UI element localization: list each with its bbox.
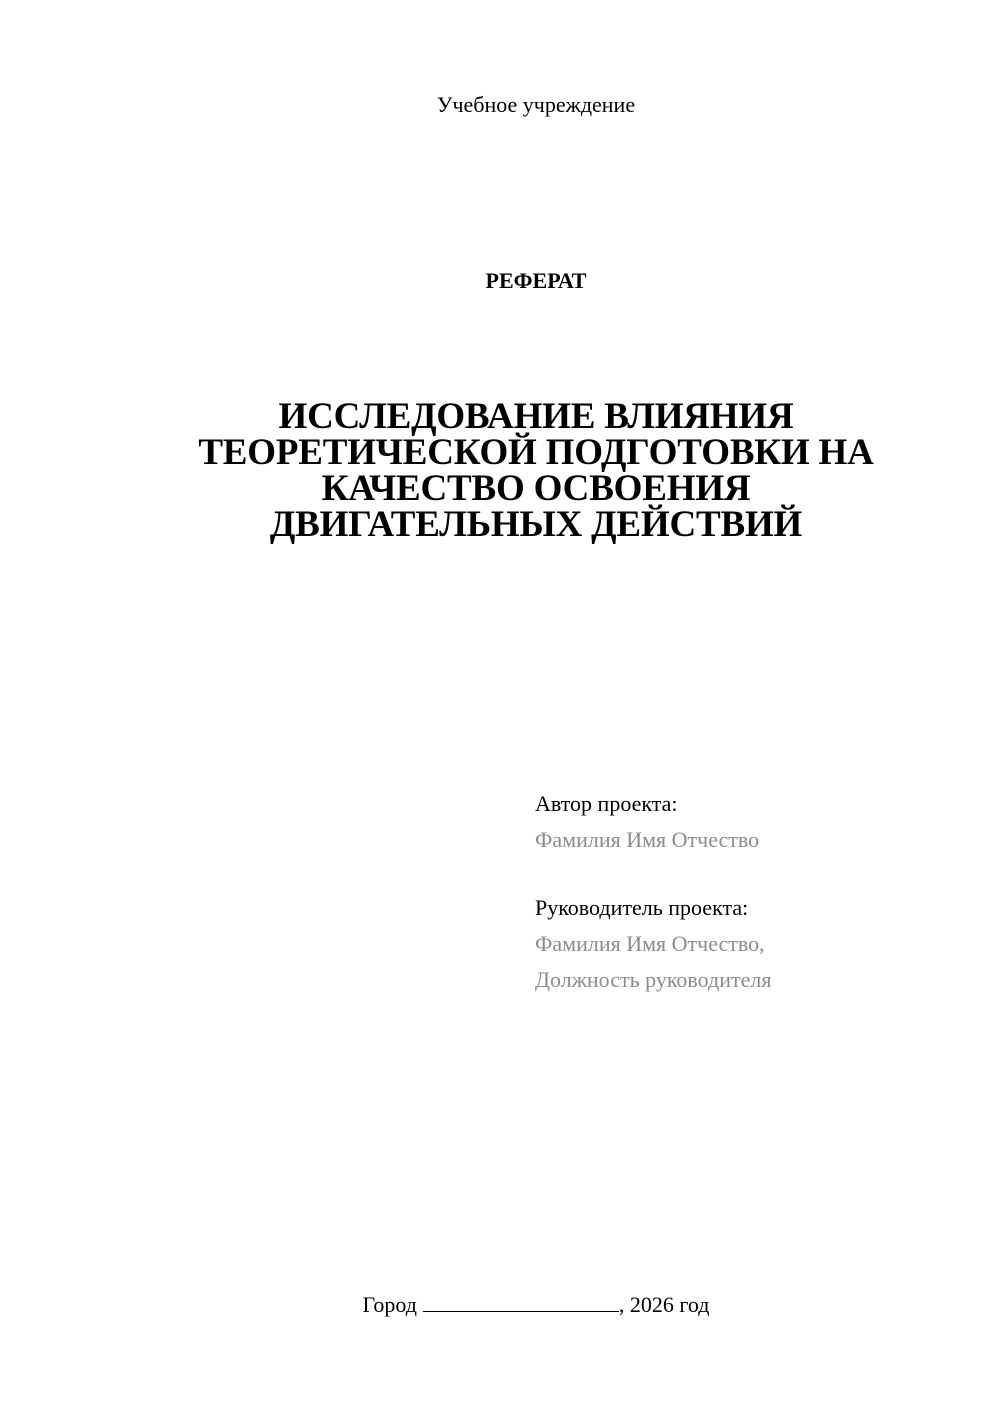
spacer xyxy=(535,858,975,890)
supervisor-position-placeholder: Должность руководителя xyxy=(535,967,772,992)
institution-name: Учебное учреждение xyxy=(436,92,636,117)
document-title xyxy=(150,396,922,545)
title-line: КАЧЕСТВО ОСВОЕНИЯ xyxy=(321,468,751,509)
supervisor-label: Руководитель проекта: xyxy=(535,895,749,920)
author-name-placeholder: Фамилия Имя Отчество xyxy=(535,827,760,852)
people-block xyxy=(535,786,975,998)
year-text: , 2026 год xyxy=(618,1292,710,1317)
title-line: ДВИГАТЕЛЬНЫХ ДЕЙСТВИЙ xyxy=(269,504,803,545)
document-type: РЕФЕРАТ xyxy=(485,268,587,293)
author-label: Автор проекта: xyxy=(535,791,678,816)
city-label: Город xyxy=(362,1292,417,1317)
city-year-line xyxy=(0,1290,1000,1320)
supervisor-name-placeholder: Фамилия Имя Отчество, xyxy=(535,931,765,956)
title-line: ИССЛЕДОВАНИЕ ВЛИЯНИЯ xyxy=(278,396,794,437)
title-line: ТЕОРЕТИЧЕСКОЙ ПОДГОТОВКИ НА xyxy=(198,432,874,473)
city-blank-underline xyxy=(423,1291,619,1312)
